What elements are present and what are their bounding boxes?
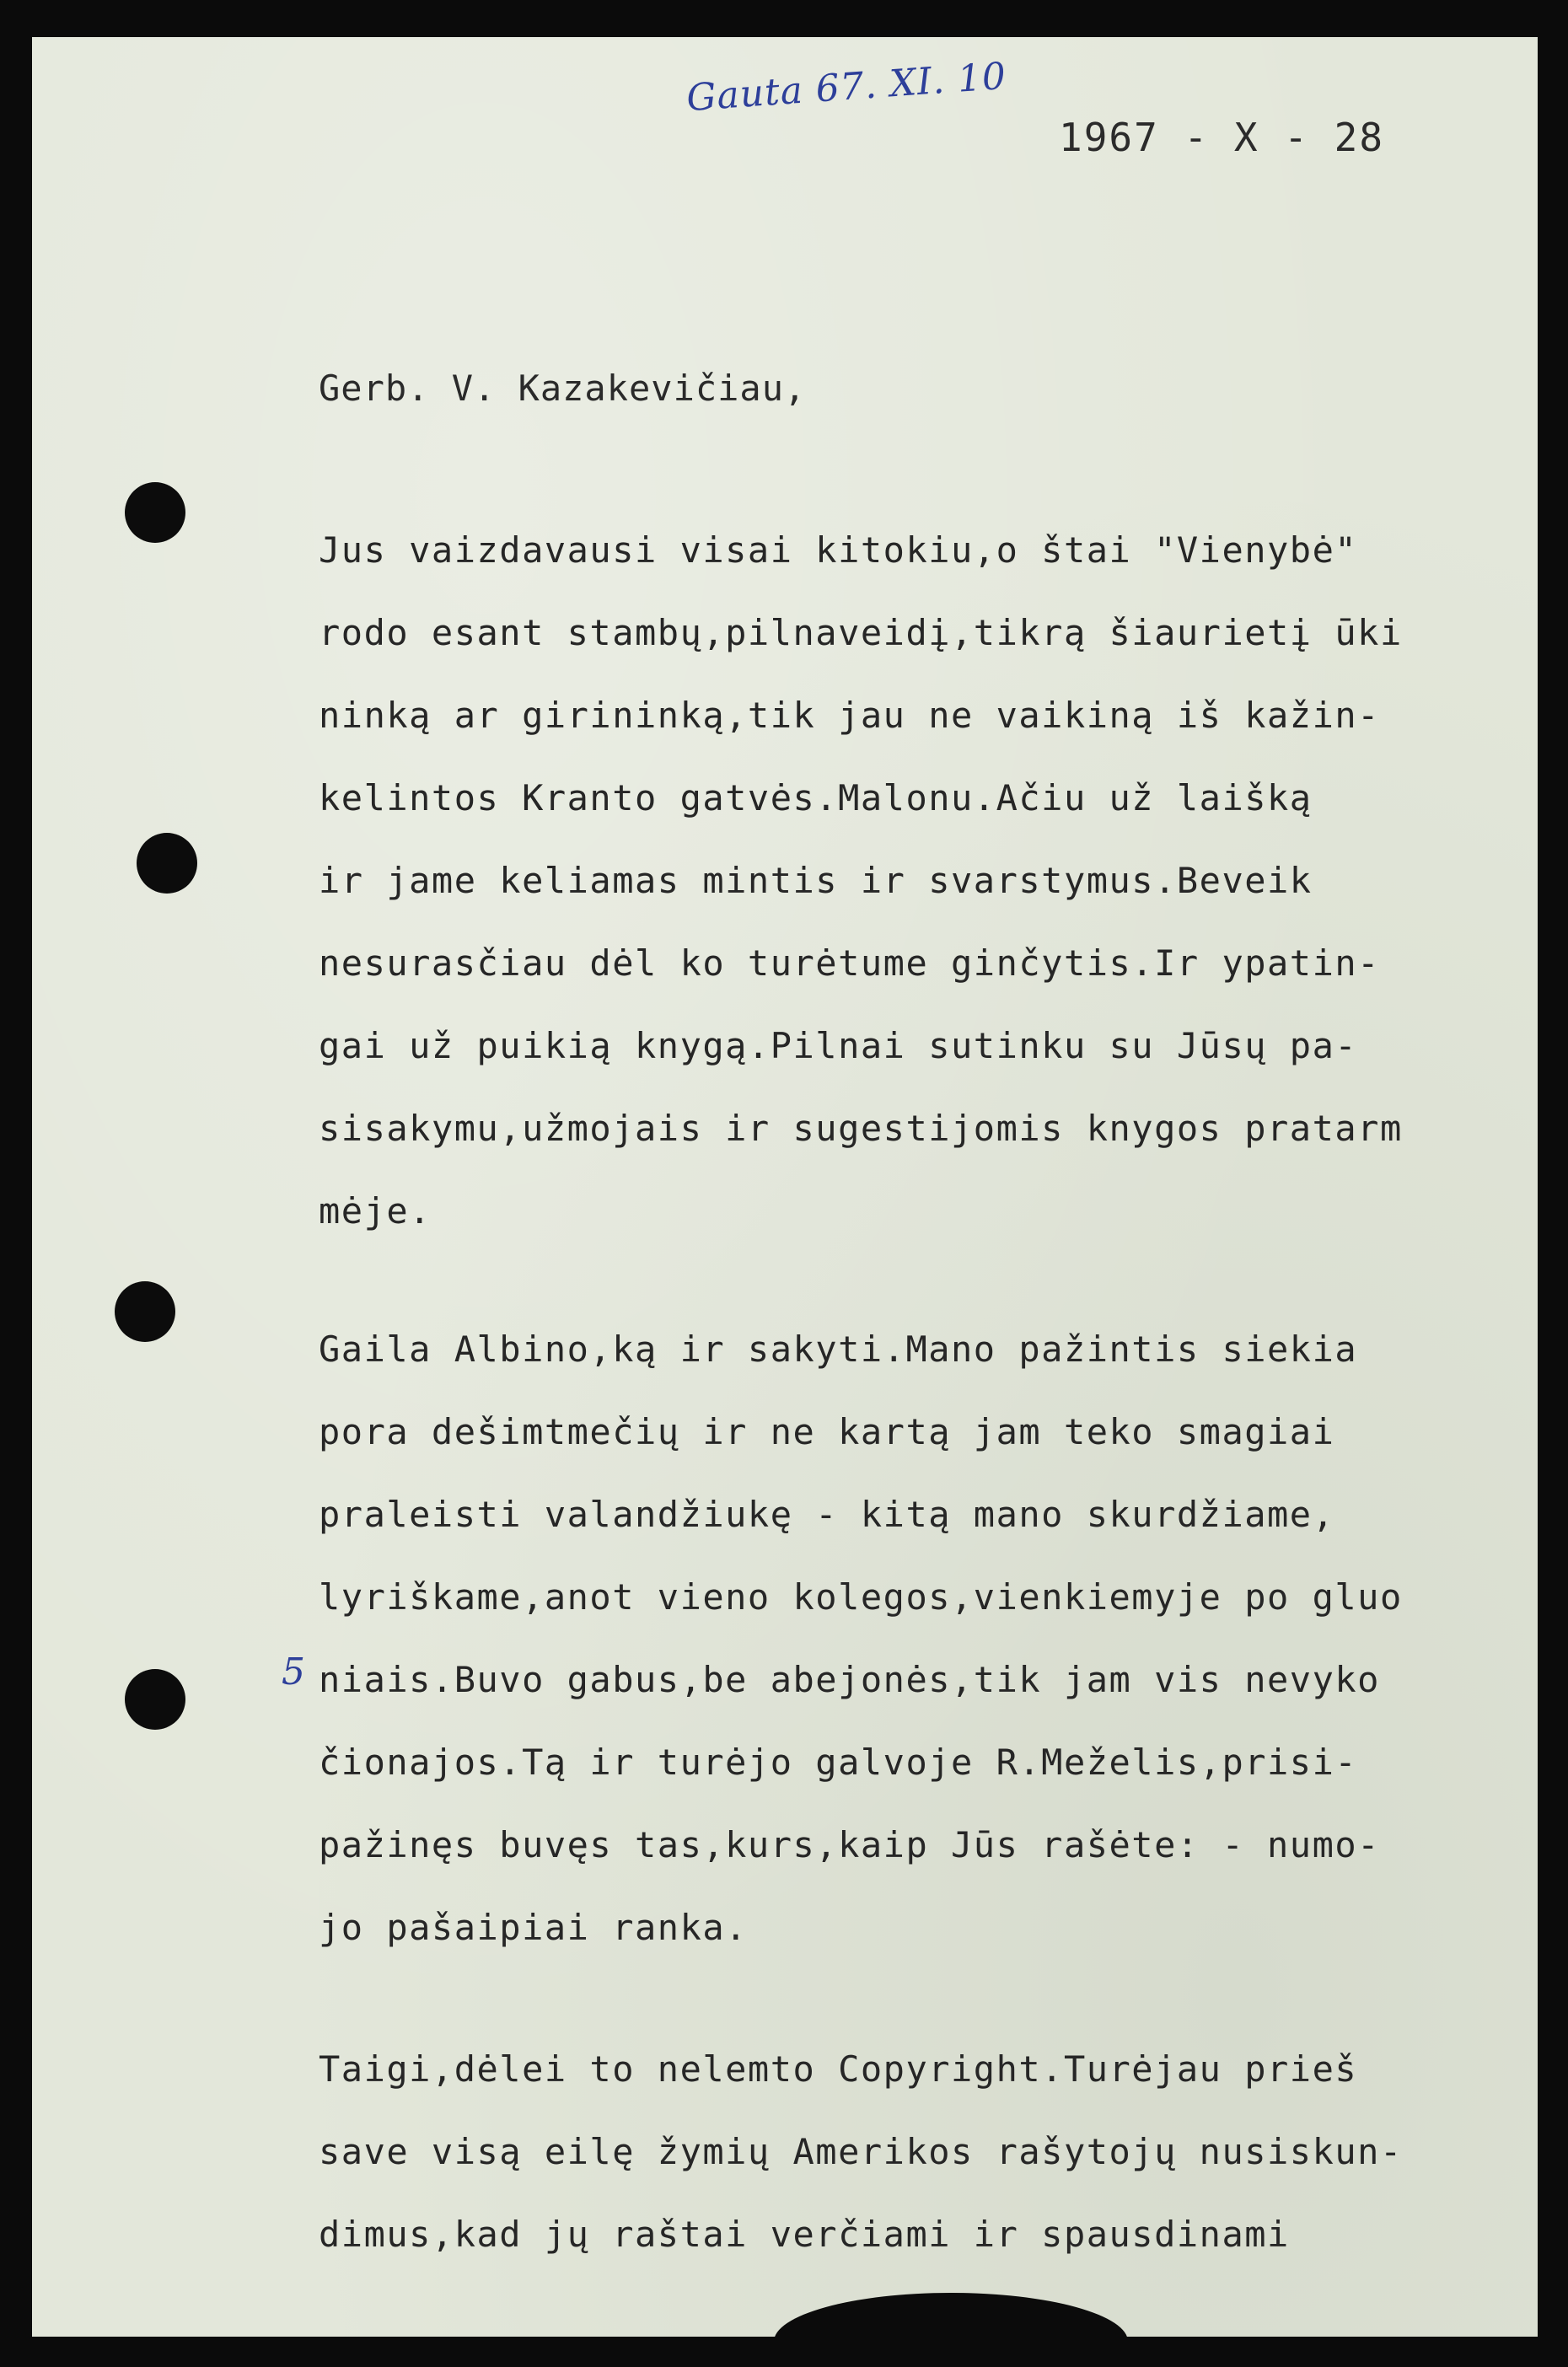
text-line: rodo esant stambų,pilnaveidį,tikrą šiaurietį ūki [319, 612, 1403, 653]
text-line: kelintos Kranto gatvės.Malonu.Ačiu už laišką [319, 777, 1313, 819]
paragraph-3 [319, 2028, 1538, 2276]
text-line: Taigi,dėlei to nelemto Copyright.Turėjau prieš [319, 2048, 1358, 2090]
punch-hole [137, 833, 197, 894]
received-stamp: Gauta 67. XI. 10 [685, 54, 1008, 121]
torn-edge [774, 2293, 1128, 2337]
punch-hole [125, 1669, 185, 1730]
text-line: gai už puikią knygą.Pilnai sutinku su Jūsų pa- [319, 1025, 1358, 1066]
text-line: pora dešimtmečių ir ne kartą jam teko smagiai [319, 1411, 1335, 1452]
text-line: mėje. [319, 1190, 432, 1232]
letter-date: 1967 - X - 28 [1059, 115, 1385, 160]
text-line: save visą eilę žymių Amerikos rašytojų nusiskun- [319, 2131, 1403, 2172]
text-line: niais.Buvo gabus,be abejonės,tik jam vis nevyko [319, 1659, 1380, 1700]
punch-hole [125, 482, 185, 543]
letter-page [32, 37, 1538, 2337]
text-line: jo pašaipiai ranka. [319, 1907, 748, 1948]
punch-hole [115, 1281, 175, 1342]
text-line: ir jame keliamas mintis ir svarstymus.Beveik [319, 860, 1313, 901]
margin-mark: 5 [282, 1650, 305, 1693]
text-line: ninką ar girininką,tik jau ne vaikiną iš kažin- [319, 695, 1380, 736]
text-line: dimus,kad jų raštai verčiami ir spausdinami [319, 2214, 1290, 2255]
paragraph-1 [319, 509, 1538, 1253]
text-line: Jus vaizdavausi visai kitokiu,o štai "Vienybė" [319, 529, 1358, 571]
text-line: praleisti valandžiukę - kitą mano skurdžiame, [319, 1494, 1335, 1535]
paragraph-2 [319, 1308, 1538, 1969]
text-line: lyriškame,anot vieno kolegos,vienkiemyje po gluo [319, 1576, 1403, 1618]
text-line: pažinęs buvęs tas,kurs,kaip Jūs rašėte: - numo- [319, 1824, 1380, 1865]
salutation: Gerb. V. Kazakevičiau, [319, 368, 807, 409]
text-line: sisakymu,užmojais ir sugestijomis knygos pratarm [319, 1108, 1403, 1149]
text-line: nesurasčiau dėl ko turėtume ginčytis.Ir ypatin- [319, 942, 1380, 984]
text-line: Gaila Albino,ką ir sakyti.Mano pažintis siekia [319, 1328, 1358, 1370]
text-line: čionajos.Tą ir turėjo galvoje R.Meželis,prisi- [319, 1742, 1358, 1783]
